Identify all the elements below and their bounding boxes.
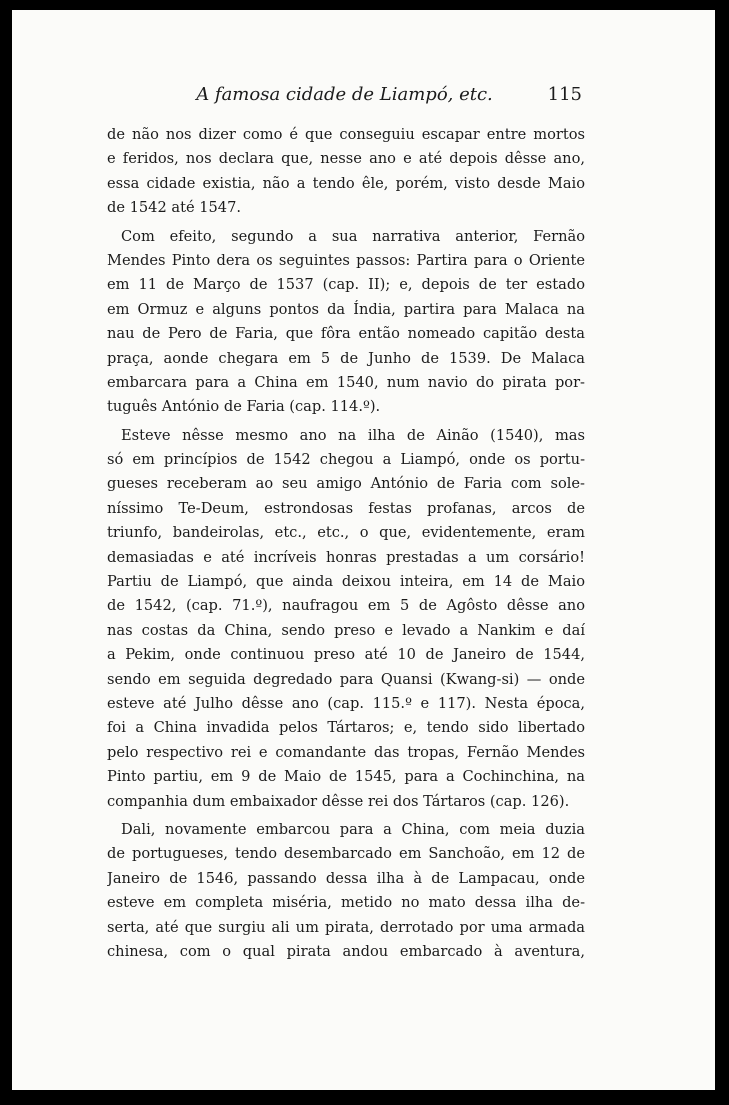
text-line: praça, aonde chegara em 5 de Junho de 1539. De Malaca — [107, 349, 585, 367]
text-line: esteve até Julho dêsse ano (cap. 115.º e 117). Nesta época, — [107, 694, 585, 712]
body-text — [107, 123, 585, 964]
text-line: a Pekim, onde continuou preso até 10 de Janeiro de 1544, — [107, 646, 585, 664]
text-line: embarcara para a China em 1540, num navio do pirata por- — [107, 373, 585, 391]
text-line: gueses receberam ao seu amigo António de Faria com sole- — [107, 475, 585, 493]
text-line: de portugueses, tendo desembarcado em Sanchoão, em 12 de — [107, 845, 585, 863]
running-title: A famosa cidade de Liampó, etc. — [196, 84, 493, 105]
page-number: 115 — [547, 84, 582, 105]
text-line: demasiadas e até incríveis honras prestadas a um corsário! — [107, 548, 585, 566]
text-line: triunfo, bandeirolas, etc., etc., o que, evidentemente, eram — [107, 524, 585, 542]
text-line: de não nos dizer como é que conseguiu escapar entre mortos — [107, 126, 585, 143]
page-header — [107, 84, 582, 114]
text-line: nas costas da China, sendo preso e levado a Nankim e daí — [107, 621, 585, 639]
text-line: níssimo Te-Deum, estrondosas festas profanas, arcos de — [107, 499, 585, 517]
text-line: Janeiro de 1546, passando dessa ilha à de Lampacau, onde — [107, 869, 585, 887]
text-line: foi a China invadida pelos Tártaros; e, tendo sido libertado — [107, 719, 585, 737]
text-line: nau de Pero de Faria, que fôra então nomeado capitão desta — [107, 325, 585, 343]
text-line: de 1542 até 1547. — [107, 199, 242, 217]
text-line: Esteve nêsse mesmo ano na ilha de Ainão (1540), mas — [121, 426, 585, 444]
text-line: tuguês António de Faria (cap. 114.º). — [107, 398, 381, 416]
text-line: Com efeito, segundo a sua narrativa anterior, Fernão — [121, 227, 585, 245]
book-page — [12, 10, 715, 1090]
text-line: e feridos, nos declara que, nesse ano e até depois dêsse ano, — [107, 150, 585, 168]
text-line: só em princípios de 1542 chegou a Liampó, onde os portu- — [107, 451, 585, 469]
text-line: Pinto partiu, em 9 de Maio de 1545, para a Cochinchina, na — [107, 768, 585, 786]
text-line: chinesa, com o qual pirata andou embarcado à aventura, — [107, 942, 585, 960]
text-line: em Ormuz e alguns pontos da Índia, partira para Malaca na — [107, 300, 585, 318]
text-line: em 11 de Março de 1537 (cap. II); e, depois de ter estado — [107, 276, 585, 294]
text-line: essa cidade existia, não a tendo êle, porém, visto desde Maio — [107, 174, 585, 192]
text-line: esteve em completa miséria, metido no mato dessa ilha de- — [107, 894, 585, 912]
text-line: de 1542, (cap. 71.º), naufragou em 5 de Agôsto dêsse ano — [107, 597, 585, 615]
text-line: sendo em seguida degredado para Quansi (Kwang-si) — onde — [107, 670, 585, 688]
text-line: Partiu de Liampó, que ainda deixou inteira, em 14 de Maio — [107, 573, 585, 591]
text-line: companhia dum embaixador dêsse rei dos Tártaros (cap. 126). — [107, 792, 570, 810]
text-line: Dali, novamente embarcou para a China, com meia duzia — [121, 820, 585, 838]
text-line: serta, até que surgiu ali um pirata, derrotado por uma armada — [107, 918, 585, 936]
text-line: Mendes Pinto dera os seguintes passos: Partira para o Oriente — [107, 251, 585, 269]
text-line: pelo respectivo rei e comandante das tropas, Fernão Mendes — [107, 743, 585, 761]
